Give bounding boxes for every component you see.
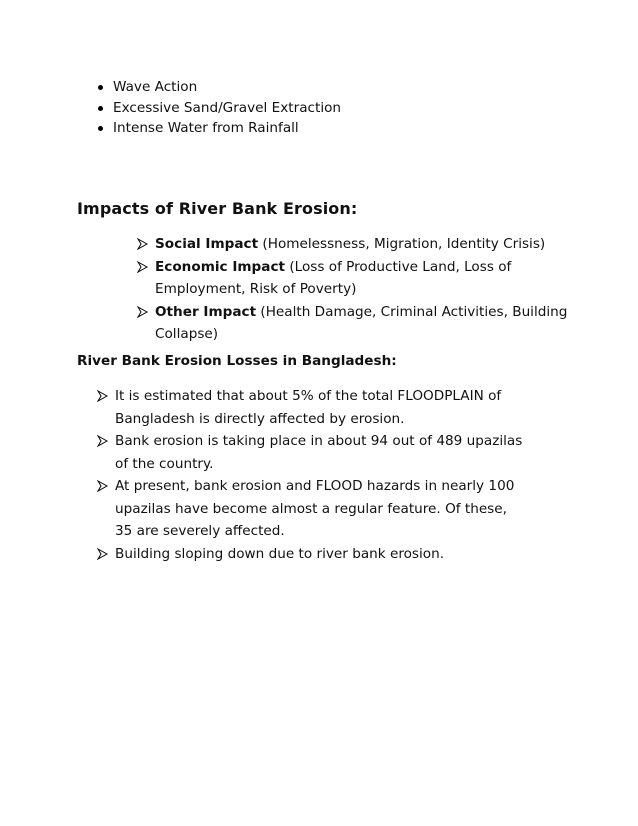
impacts-list (137, 233, 577, 346)
list-item (137, 256, 577, 301)
list-item (97, 430, 527, 475)
impact-detail: (Health Damage, Criminal Activities, Building Collapse) (155, 303, 568, 342)
arrow-bullet-icon (97, 435, 108, 447)
bullet-dot-icon (98, 85, 103, 90)
arrow-bullet-icon (97, 548, 108, 560)
bullet-dot-icon (98, 126, 103, 131)
impact-title: Social Impact (155, 236, 259, 252)
losses-list (97, 385, 527, 565)
list-item (97, 385, 527, 430)
arrow-bullet-icon (97, 390, 108, 402)
list-item-text: Building sloping down due to river bank erosion. (115, 545, 445, 562)
list-item (98, 98, 341, 119)
list-item (97, 543, 527, 566)
losses-heading: River Bank Erosion Losses in Bangladesh: (77, 353, 397, 369)
causes-list (98, 77, 341, 139)
arrow-bullet-icon (137, 261, 148, 273)
list-item-text: Excessive Sand/Gravel Extraction (113, 99, 342, 116)
arrow-bullet-icon (137, 306, 148, 318)
list-item-text: Wave Action (113, 79, 198, 95)
arrow-bullet-icon (97, 480, 108, 492)
list-item (137, 301, 577, 346)
impact-title: Economic Impact (155, 258, 285, 275)
list-item-text: Intense Water from Rainfall (113, 120, 299, 136)
list-item (98, 118, 341, 139)
list-item (98, 77, 341, 98)
impact-detail: (Homelessness, Migration, Identity Crisis) (258, 236, 546, 252)
list-item-text: Bank erosion is taking place in about 94 out of 489 upazilas of the country. (115, 433, 523, 472)
list-item (137, 233, 577, 256)
impacts-heading: Impacts of River Bank Erosion: (77, 199, 358, 218)
impact-title: Other Impact (155, 303, 257, 320)
impact-detail: (Loss of Productive Land, Loss of Employment, Risk of Poverty) (155, 258, 512, 297)
list-item-text: At present, bank erosion and FLOOD hazards in nearly 100 upazilas have become almost a regular feature. Of these, 35 are severely affected. (115, 478, 515, 539)
list-item-text: It is estimated that about 5% of the total FLOODPLAIN of Bangladesh is directly affected by erosion. (115, 388, 502, 427)
arrow-bullet-icon (137, 238, 148, 250)
list-item (97, 475, 527, 543)
bullet-dot-icon (98, 106, 103, 111)
